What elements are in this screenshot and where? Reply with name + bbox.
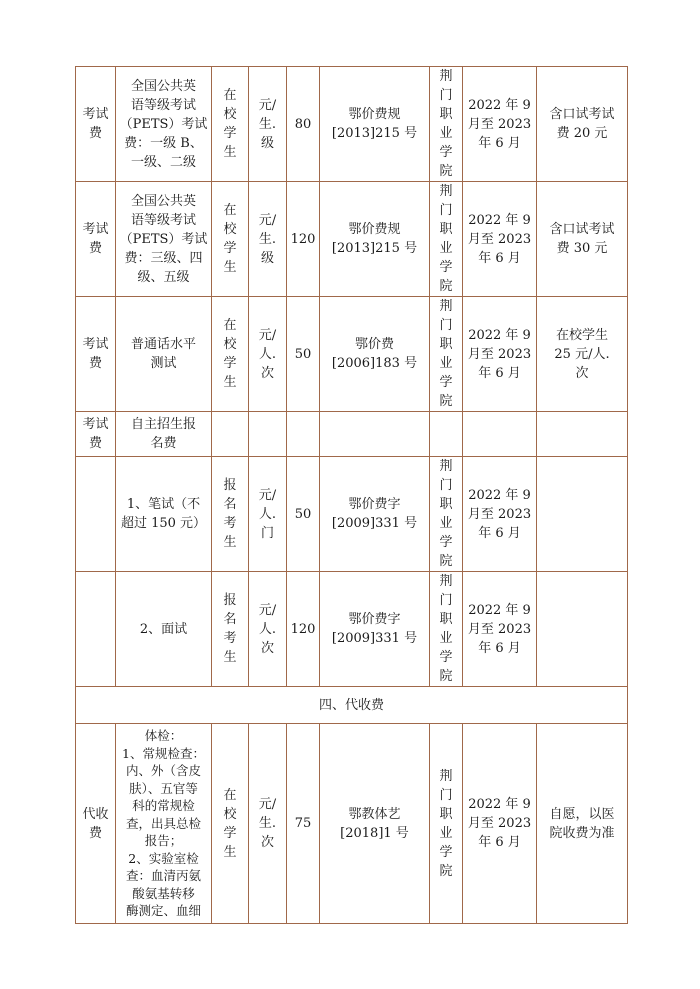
fee-table: [75, 66, 628, 924]
note-cell: 在校学生 25 元/人. 次: [537, 297, 628, 412]
document-cell: 鄂价费规 [2013]215 号: [320, 67, 430, 182]
period-cell: 2022 年 9 月至 2023 年 6 月: [463, 182, 537, 297]
document-cell: [320, 412, 430, 457]
charge-object-cell: 在 校 学 生: [212, 297, 249, 412]
school-cell: 荆 门 职 业 学 院: [430, 182, 463, 297]
school-cell: 荆 门 职 业 学 院: [430, 724, 463, 924]
table-row: [76, 67, 628, 182]
fee-item-cell: 普通话水平 测试: [116, 297, 212, 412]
section-title: 四、代收费: [76, 687, 628, 724]
unit-cell: [249, 412, 287, 457]
document-cell: 鄂教体艺 [2018]1 号: [320, 724, 430, 924]
document-cell: 鄂价费字 [2009]331 号: [320, 457, 430, 572]
amount-cell: 120: [287, 182, 320, 297]
fee-item-cell: 全国公共英 语等级考试 （PETS）考试 费：三级、四 级、五级: [116, 182, 212, 297]
school-cell: 荆 门 职 业 学 院: [430, 67, 463, 182]
unit-cell: 元/ 人. 次: [249, 572, 287, 687]
amount-cell: 80: [287, 67, 320, 182]
note-cell: [537, 412, 628, 457]
charge-object-cell: 在 校 学 生: [212, 182, 249, 297]
amount-cell: 50: [287, 457, 320, 572]
charge-object-cell: 在 校 学 生: [212, 724, 249, 924]
charge-object-cell: [212, 412, 249, 457]
unit-cell: 元/ 生. 级: [249, 182, 287, 297]
unit-cell: 元/ 生. 级: [249, 67, 287, 182]
period-cell: 2022 年 9 月至 2023 年 6 月: [463, 457, 537, 572]
charge-object-cell: 在 校 学 生: [212, 67, 249, 182]
fee-type-cell: 考试费: [76, 67, 116, 182]
amount-cell: 120: [287, 572, 320, 687]
unit-cell: 元/ 人. 次: [249, 297, 287, 412]
period-cell: 2022 年 9 月至 2023 年 6 月: [463, 67, 537, 182]
period-cell: 2022 年 9 月至 2023 年 6 月: [463, 572, 537, 687]
note-cell: [537, 457, 628, 572]
fee-type-cell: 考试 费: [76, 412, 116, 457]
note-cell: 含口试考试 费 30 元: [537, 182, 628, 297]
fee-item-cell: 1、笔试（不 超过 150 元）: [116, 457, 212, 572]
document-cell: 鄂价费字 [2009]331 号: [320, 572, 430, 687]
fee-type-cell: 考试 费: [76, 297, 116, 412]
table-row: [76, 297, 628, 412]
fee-type-cell: [76, 572, 116, 687]
table-row: [76, 182, 628, 297]
unit-cell: 元/ 人. 门: [249, 457, 287, 572]
note-cell: [537, 572, 628, 687]
fee-type-cell: 考试 费: [76, 182, 116, 297]
fee-item-cell: 自主招生报 名费: [116, 412, 212, 457]
charge-object-cell: 报 名 考 生: [212, 457, 249, 572]
period-cell: 2022 年 9 月至 2023 年 6 月: [463, 724, 537, 924]
period-cell: [463, 412, 537, 457]
table-row: [76, 457, 628, 572]
amount-cell: [287, 412, 320, 457]
fee-type-cell: 代收 费: [76, 724, 116, 924]
amount-cell: 50: [287, 297, 320, 412]
document-cell: 鄂价费 [2006]183 号: [320, 297, 430, 412]
unit-cell: 元/ 生. 次: [249, 724, 287, 924]
amount-cell: 75: [287, 724, 320, 924]
fee-item-cell: 2、面试: [116, 572, 212, 687]
fee-type-cell: [76, 457, 116, 572]
note-cell: 含口试考试 费 20 元: [537, 67, 628, 182]
fee-item-cell: 体检： 1、常规检查： 内、外（含皮 肤）、五官等 科的常规检 查，出具总检 报告； 2、实验室检 查：血清丙氨 酸氨基转移 酶测定、血细: [116, 724, 212, 924]
school-cell: 荆 门 职 业 学 院: [430, 457, 463, 572]
school-cell: 荆 门 职 业 学 院: [430, 572, 463, 687]
table-row: [76, 572, 628, 687]
table-row: [76, 412, 628, 457]
period-cell: 2022 年 9 月至 2023 年 6 月: [463, 297, 537, 412]
table-row: [76, 724, 628, 924]
school-cell: [430, 412, 463, 457]
section-row: [76, 687, 628, 724]
note-cell: 自愿，以医 院收费为准: [537, 724, 628, 924]
document-cell: 鄂价费规 [2013]215 号: [320, 182, 430, 297]
fee-item-cell: 全国公共英 语等级考试 （PETS）考试 费：一级 B、 一级、二级: [116, 67, 212, 182]
charge-object-cell: 报 名 考 生: [212, 572, 249, 687]
school-cell: 荆 门 职 业 学 院: [430, 297, 463, 412]
